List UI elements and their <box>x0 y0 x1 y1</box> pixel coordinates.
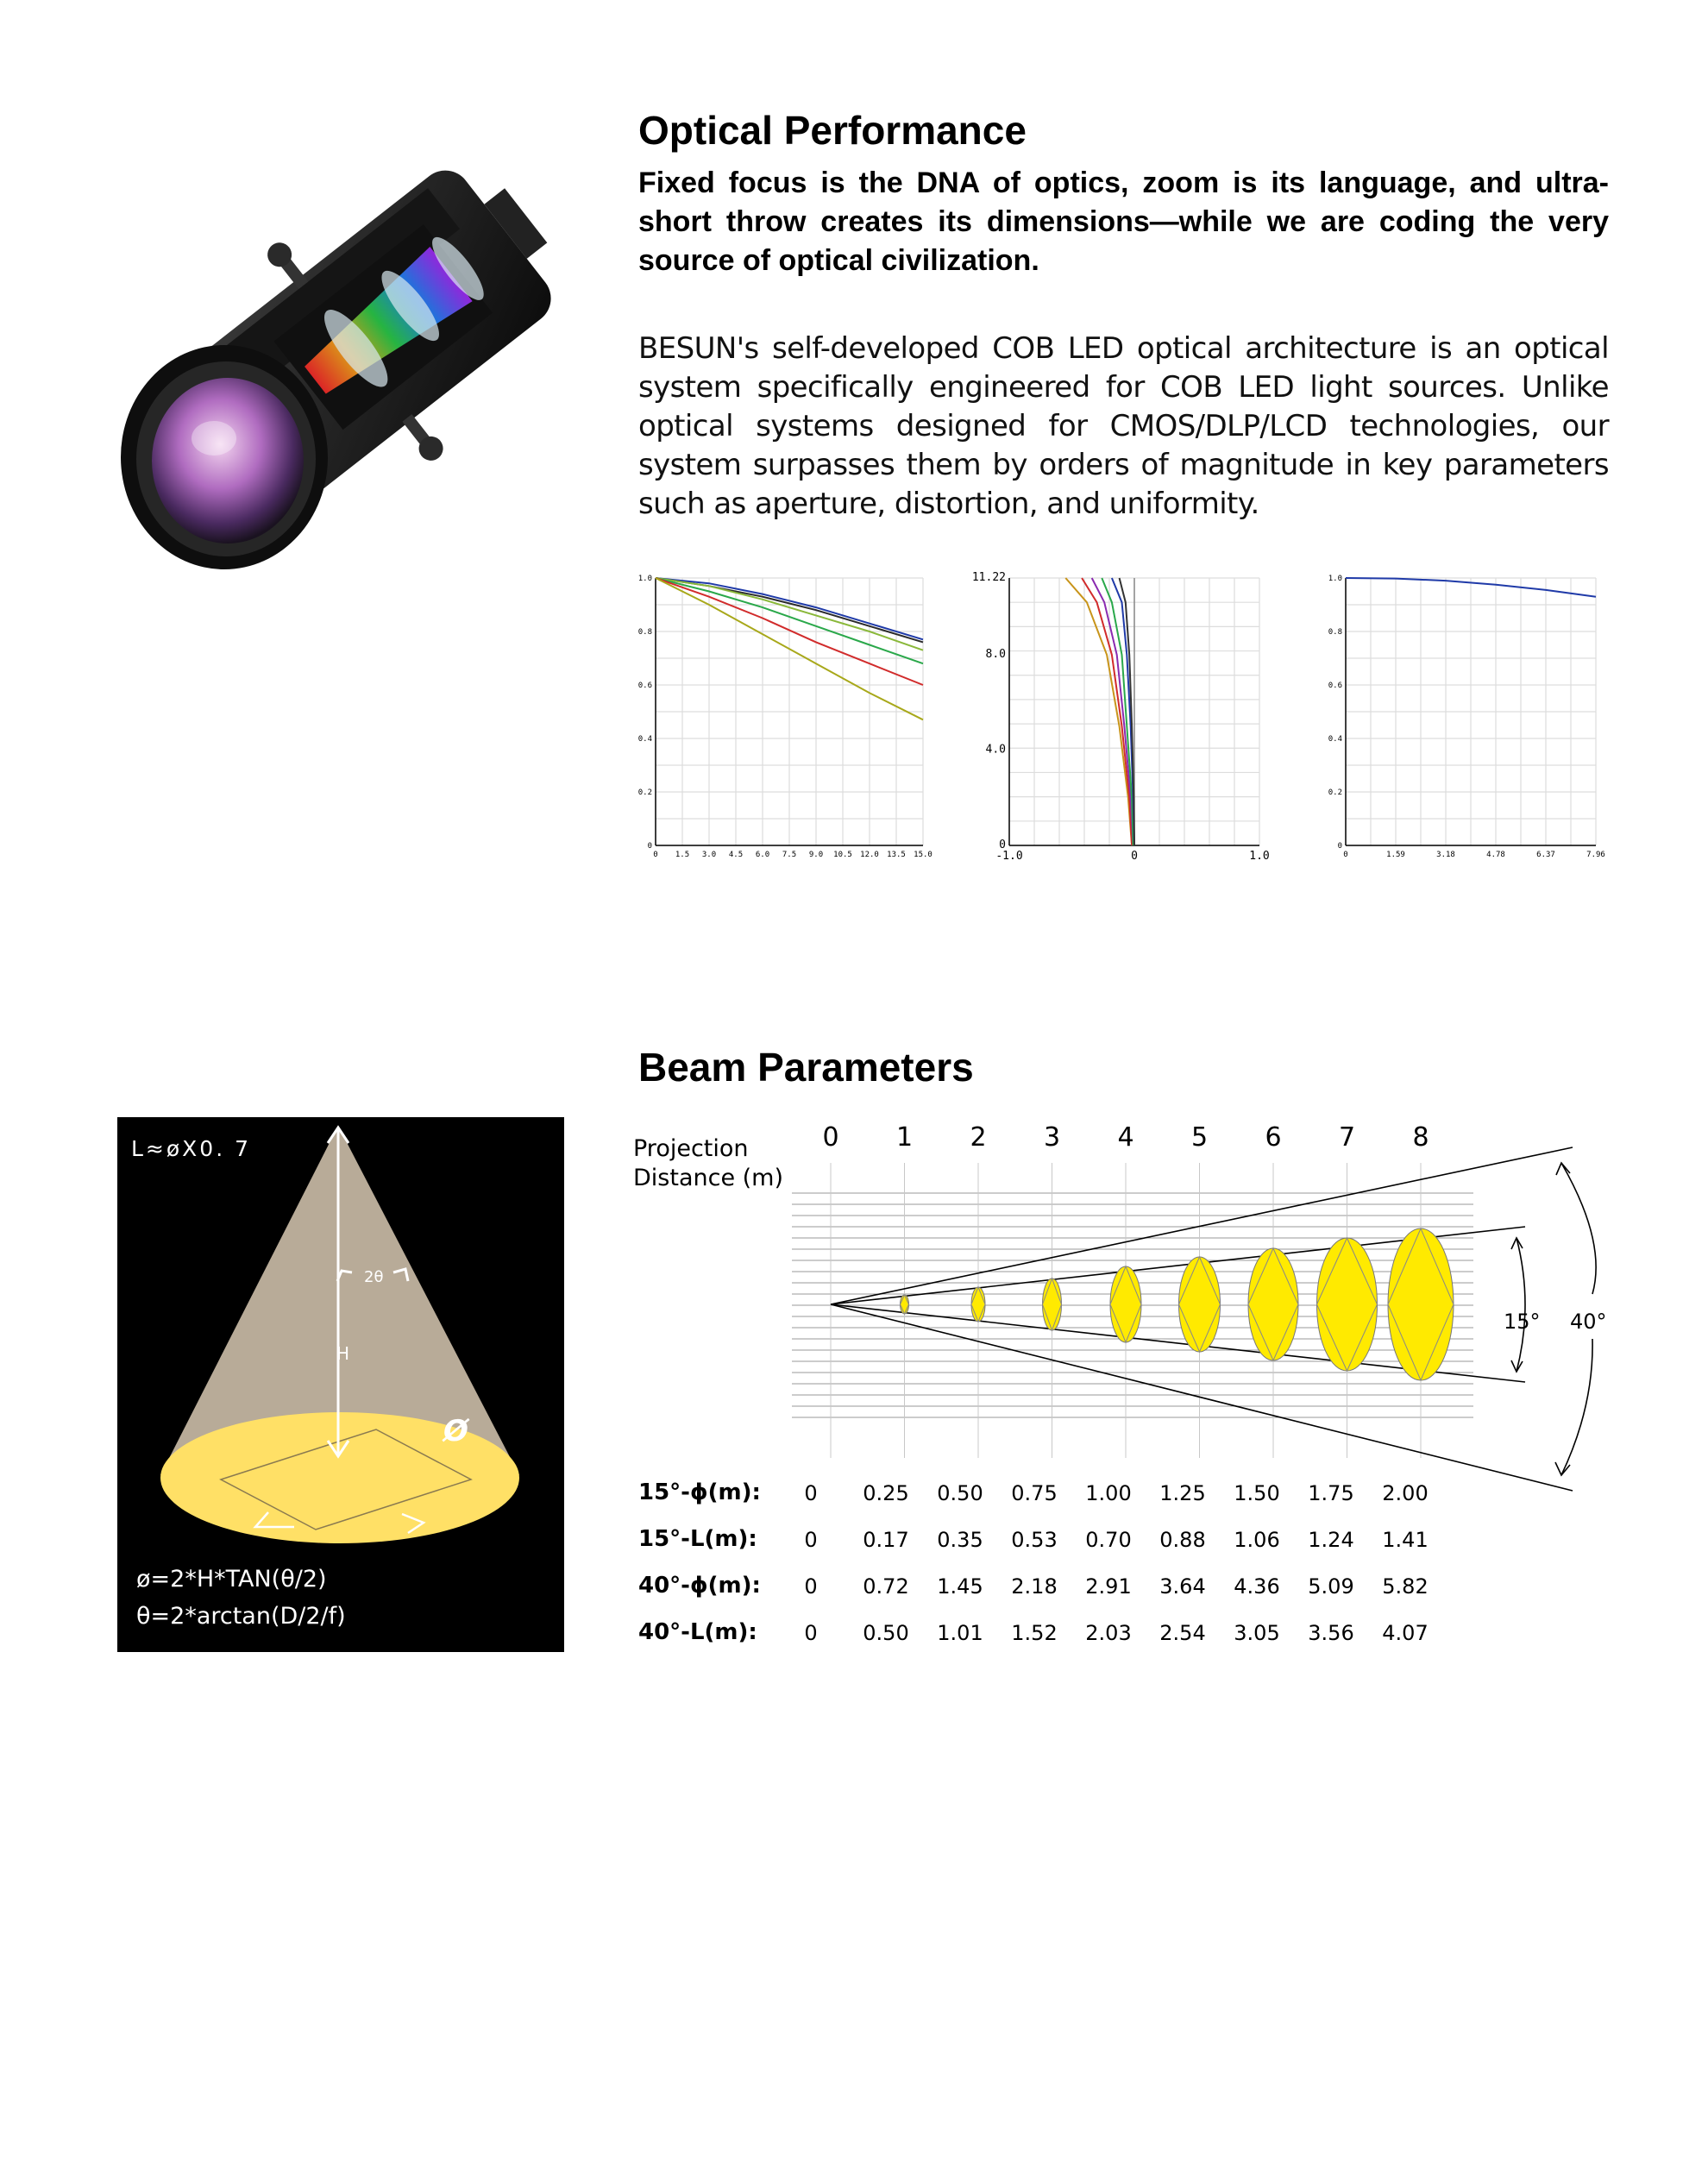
x-tick-label: -1.0 <box>995 850 1023 863</box>
table-cell: 3.56 <box>1308 1621 1354 1645</box>
table-cell: 1.06 <box>1234 1528 1280 1552</box>
y-tick-label: 0.2 <box>1328 788 1342 797</box>
mtf-chart <box>630 569 949 880</box>
table-cell: 1.52 <box>1011 1621 1058 1645</box>
distance-label: 0 <box>822 1122 839 1153</box>
angle-label: 2θ <box>364 1268 384 1286</box>
y-tick-label: 0 <box>1337 842 1342 851</box>
formula-diameter: ø=2*H*TAN(θ/2) <box>136 1566 327 1593</box>
table-cell: 0.70 <box>1085 1528 1132 1552</box>
y-tick-label: 1.0 <box>637 575 652 583</box>
table-cell: 0.25 <box>863 1481 909 1505</box>
table-cell: 1.45 <box>937 1574 983 1599</box>
x-tick-label: 10.5 <box>833 851 852 859</box>
y-tick-label: 1.0 <box>1328 575 1342 583</box>
beam-spot <box>971 1287 985 1322</box>
distance-label: 6 <box>1265 1122 1282 1153</box>
table-cell: 0 <box>804 1528 818 1552</box>
series-line <box>1065 578 1132 845</box>
arrow-head <box>1556 1163 1570 1175</box>
narrow-angle-label: 15° <box>1504 1310 1541 1334</box>
table-row <box>638 1564 1501 1611</box>
table-cell: 0.75 <box>1011 1481 1058 1505</box>
table-row <box>638 1611 1501 1657</box>
x-tick-label: 1.0 <box>1249 850 1270 863</box>
table-cell: 1.01 <box>937 1621 983 1645</box>
x-tick-label: 3.0 <box>701 851 717 859</box>
x-tick-label: 6.37 <box>1536 851 1555 859</box>
x-tick-label: 4.78 <box>1486 851 1505 859</box>
beam-spot <box>1388 1228 1454 1380</box>
table-cell: 0 <box>804 1481 818 1505</box>
distance-label: 7 <box>1338 1122 1356 1153</box>
table-row <box>638 1517 1501 1564</box>
x-tick-label: 7.96 <box>1586 851 1605 859</box>
wide-angle-label: 40° <box>1570 1310 1607 1334</box>
table-cell: 0.53 <box>1011 1528 1058 1552</box>
table-cell: 0 <box>804 1621 818 1645</box>
table-cell: 1.00 <box>1085 1481 1132 1505</box>
optical-description: BESUN's self-developed COB LED optical architecture is an optical system specifically engineered for COB LED light sources. Unlike optical systems designed for CMOS/DLP/LCD technologies, our system surpasses them by orders of magnitude in key parameters such as aperture, distortion, and uniformity. <box>638 331 1609 521</box>
diameter-symbol: Ø <box>443 1414 468 1448</box>
x-tick-label: 0 <box>653 851 658 859</box>
table-cell: 2.54 <box>1159 1621 1206 1645</box>
field-curvature-chart <box>966 569 1285 880</box>
y-tick-label: 0 <box>999 839 1006 851</box>
distance-label: 8 <box>1412 1122 1429 1153</box>
narrow-angle-arc <box>1516 1238 1525 1372</box>
x-tick-label: 3.18 <box>1436 851 1455 859</box>
table-cell: 2.18 <box>1011 1574 1058 1599</box>
table-cell: 3.05 <box>1234 1621 1280 1645</box>
table-cell: 1.50 <box>1234 1481 1280 1505</box>
table-cell: 2.03 <box>1085 1621 1132 1645</box>
table-cell: 0 <box>804 1574 818 1599</box>
beam-spot <box>1110 1266 1141 1342</box>
beam-spot <box>1248 1248 1298 1360</box>
axis-label-line1: Projection <box>633 1135 749 1162</box>
row-label: 40°-ϕ(m): <box>638 1573 761 1599</box>
beam-cone-panel <box>117 1117 564 1652</box>
x-tick-label: 12.0 <box>860 851 879 859</box>
series-line <box>1082 578 1132 845</box>
beam-parameters-table <box>638 1471 1501 1657</box>
y-tick-label: 4.0 <box>985 743 1006 757</box>
table-row <box>638 1471 1501 1517</box>
x-tick-label: 1.59 <box>1386 851 1405 859</box>
arrow-head <box>1511 1360 1523 1372</box>
x-tick-label: 9.0 <box>808 851 824 859</box>
table-cell: 5.82 <box>1382 1574 1429 1599</box>
row-label: 15°-L(m): <box>638 1526 757 1552</box>
relative-illumination-chart <box>1311 569 1630 880</box>
distance-label: 5 <box>1190 1122 1209 1153</box>
section-title-beam: Beam Parameters <box>638 1045 974 1090</box>
y-tick-label: 0.8 <box>637 628 652 637</box>
x-tick-label: 4.5 <box>728 851 744 859</box>
y-tick-label: 0.4 <box>1328 735 1342 744</box>
x-tick-label: 0 <box>1131 850 1138 863</box>
table-cell: 4.07 <box>1382 1621 1429 1645</box>
arrow-head <box>1511 1238 1523 1249</box>
table-cell: 2.91 <box>1085 1574 1132 1599</box>
y-tick-label: 0.6 <box>637 682 652 690</box>
distance-label: 3 <box>1043 1122 1061 1153</box>
y-tick-label: 0.6 <box>1328 682 1342 690</box>
wide-angle-arc-top <box>1561 1163 1596 1294</box>
height-label: H <box>336 1343 350 1364</box>
beam-projection-diagram <box>628 1113 1620 1527</box>
wide-angle-arc-bottom <box>1561 1339 1592 1475</box>
x-tick-label: 6.0 <box>755 851 770 859</box>
x-tick-label: 7.5 <box>782 851 797 859</box>
optical-tagline: Fixed focus is the DNA of optics, zoom is its language, and ultra-short throw creates its dimensions—while we are coding the very source of optical civilization. <box>638 166 1609 277</box>
table-cell: 1.75 <box>1308 1481 1354 1505</box>
beam-spot <box>1043 1278 1062 1330</box>
y-tick-label: 0 <box>647 842 652 851</box>
x-tick-label: 13.5 <box>887 851 906 859</box>
beam-spot <box>1179 1257 1221 1352</box>
x-tick-label: 1.5 <box>675 851 690 859</box>
table-cell: 1.41 <box>1382 1528 1429 1552</box>
y-tick-label: 8.0 <box>985 647 1006 661</box>
table-cell: 0.88 <box>1159 1528 1206 1552</box>
x-tick-label: 15.0 <box>914 851 932 859</box>
table-cell: 0.50 <box>937 1481 983 1505</box>
y-tick-label: 0.4 <box>637 735 652 744</box>
y-tick-label: 0.8 <box>1328 628 1342 637</box>
row-label: 40°-L(m): <box>638 1619 757 1645</box>
row-label: 15°-ϕ(m): <box>638 1480 761 1505</box>
beam-spot <box>901 1295 909 1314</box>
ratio-label: L≈øX0. 7 <box>131 1136 252 1161</box>
table-cell: 5.09 <box>1308 1574 1354 1599</box>
arrow-head <box>1555 1462 1570 1475</box>
distance-label: 4 <box>1117 1122 1134 1153</box>
table-cell: 0.50 <box>863 1621 909 1645</box>
table-cell: 1.25 <box>1159 1481 1206 1505</box>
x-tick-label: 0 <box>1343 851 1348 859</box>
table-cell: 0.72 <box>863 1574 909 1599</box>
y-tick-label: 0.2 <box>637 788 652 797</box>
section-title-optical: Optical Performance <box>638 108 1027 153</box>
table-cell: 3.64 <box>1159 1574 1206 1599</box>
axis-label-line2: Distance (m) <box>633 1165 784 1191</box>
lens-cutaway-image <box>104 121 587 604</box>
distance-label: 2 <box>970 1122 987 1153</box>
beam-spot <box>1317 1238 1378 1371</box>
y-tick-label: 11.22 <box>971 571 1006 584</box>
table-cell: 0.35 <box>937 1528 983 1552</box>
table-cell: 4.36 <box>1234 1574 1280 1599</box>
table-cell: 2.00 <box>1382 1481 1429 1505</box>
table-cell: 0.17 <box>863 1528 909 1552</box>
formula-angle: θ=2*arctan(D/2/f) <box>136 1603 346 1630</box>
distance-label: 1 <box>895 1122 914 1153</box>
table-cell: 1.24 <box>1308 1528 1354 1552</box>
